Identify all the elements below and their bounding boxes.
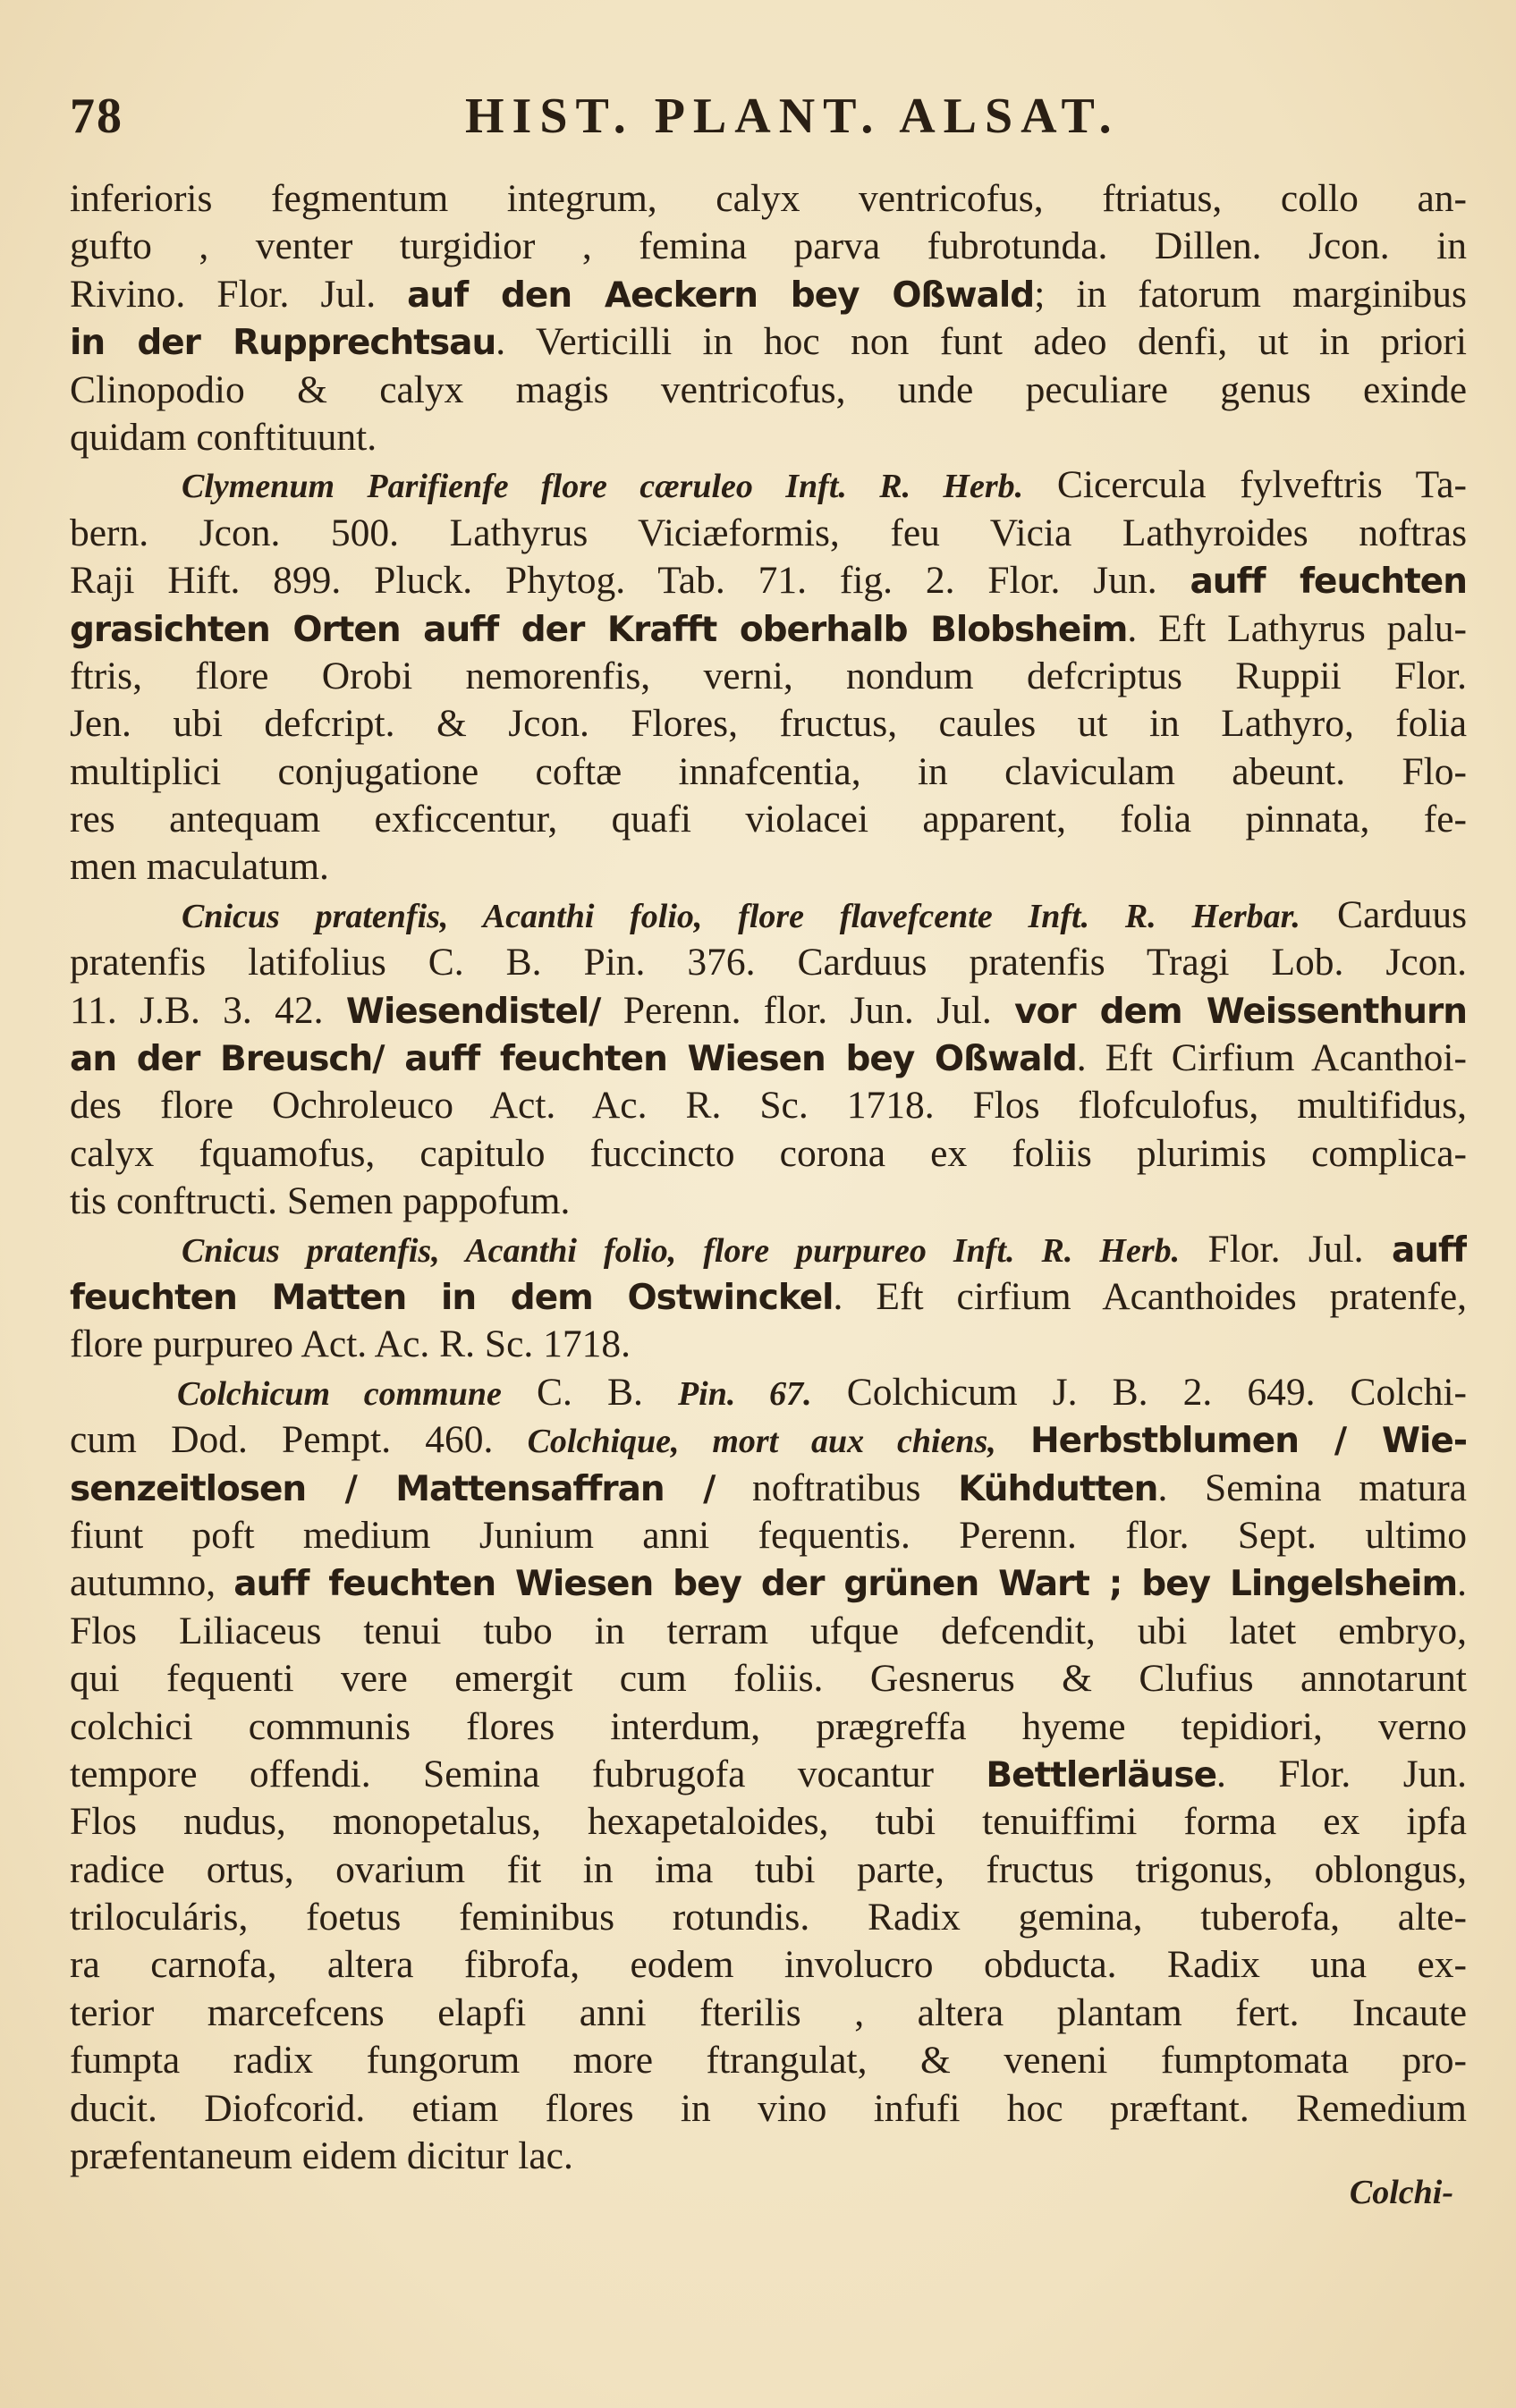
text-run: Clinopodio & calyx magis ventricofus, unde peculiare genus exinde	[70, 368, 1467, 411]
text-run: ducit. Diofcorid. etiam flores in vino infufi hoc præftant. Remedium	[70, 2086, 1467, 2130]
text-line	[70, 1703, 1467, 1751]
body-text	[70, 175, 1467, 2180]
text-run: pratenfis latifolius C. B. Pin. 376. Carduus pratenfis Tragi Lob. Jcon.	[70, 941, 1467, 984]
text-run: res antequam exficcentur, quafi violacei apparent, folia pinnata, fe-	[70, 798, 1467, 841]
text-line	[70, 605, 1467, 653]
text-run: bern. Jcon. 500. Lathyrus Viciæformis, feu Vicia Lathyroides noftras	[70, 511, 1467, 554]
text-run: des flore Ochroleuco Act. Ac. R. Sc. 1718. Flos flofculofus, multifidus,	[70, 1084, 1467, 1128]
text-line	[70, 1559, 1467, 1607]
text-run: . Eft Lathyrus palu-	[1127, 606, 1467, 650]
text-run: Flor. Jul.	[1180, 1227, 1392, 1271]
text-line	[70, 1512, 1467, 1559]
text-run: . Eft Cirfium Acanthoi-	[1076, 1036, 1467, 1080]
page-number: 78	[70, 89, 123, 144]
italic-plant-name: Colchicum commune	[177, 1374, 502, 1413]
text-run: fiunt poft medium Junium anni fequentis. Perenn. flor. Sept. ultimo	[70, 1513, 1467, 1557]
text-run: triloculáris, foetus feminibus rotundis. Radix gemina, tuberofa, alte-	[70, 1896, 1467, 1939]
text-run: Flos Liliaceus tenui tubo in terram ufque defcendit, ubi latet embryo,	[70, 1609, 1467, 1652]
text-line	[70, 843, 1467, 891]
text-line	[70, 1130, 1467, 1178]
text-line	[70, 1608, 1467, 1655]
german-blackletter-run: auff feuchten Wiesen bey der grünen Wart ; bey Lingelsheim	[233, 1564, 1458, 1605]
german-blackletter-run: Kühdutten	[958, 1468, 1158, 1509]
text-run: ra carnofa, altera fibrofa, eodem involucro obducta. Radix una ex-	[70, 1943, 1467, 1987]
text-line	[70, 1465, 1467, 1512]
german-blackletter-run: auf den Aeckern bey Oßwald	[407, 275, 1035, 316]
text-run: . Verticilli in hoc non funt adeo denfi, ut in priori	[495, 320, 1467, 364]
text-run: ftris, flore Orobi nemorenfis, verni, nondum defcriptus Ruppii Flor.	[70, 654, 1467, 697]
text-line	[70, 223, 1467, 270]
text-run: Raji Hift. 899. Pluck. Phytog. Tab. 71. fig. 2. Flor. Jun.	[70, 559, 1190, 603]
catchword: Colchi-	[1349, 2174, 1453, 2211]
text-run: Perenn. flor. Jun. Jul.	[600, 988, 1015, 1032]
italic-plant-name: Colchique, mort aux chiens,	[527, 1423, 996, 1461]
text-line	[70, 748, 1467, 796]
text-run: Carduus	[1300, 892, 1467, 936]
text-line	[70, 414, 1467, 461]
text-line	[70, 2037, 1467, 2084]
italic-plant-name: Cnicus pratenfis, Acanthi folio, flore purpureo Inft. R. Herb.	[182, 1231, 1181, 1270]
text-line	[70, 1369, 1467, 1416]
text-line	[70, 1273, 1467, 1321]
italic-plant-name: Clymenum Parifienfe flore cæruleo Inft. R. Herb.	[182, 468, 1024, 506]
text-line	[70, 1846, 1467, 1894]
text-line	[70, 891, 1467, 939]
text-run: . Semina matura	[1157, 1466, 1467, 1509]
text-line	[70, 1751, 1467, 1798]
text-line	[70, 939, 1467, 986]
italic-plant-name: Pin. 67.	[677, 1374, 812, 1413]
text-run: flore purpureo Act. Ac. R. Sc. 1718.	[70, 1322, 631, 1366]
text-line	[70, 2133, 1467, 2180]
text-run: .	[1457, 1561, 1467, 1605]
german-blackletter-run: senzeitlosen / Mattensaffran /	[70, 1468, 716, 1509]
text-run: fumpta radix fungorum more ftrangulat, & veneni fumptomata pro-	[70, 2039, 1467, 2083]
german-blackletter-run: feuchten Matten in dem Ostwinckel	[70, 1277, 834, 1318]
italic-plant-name: Cnicus pratenfis, Acanthi folio, flore flavefcente Inft. R. Herbar.	[182, 897, 1300, 935]
text-run: Jen. ubi defcript. & Jcon. Flores, fructus, caules ut in Lathyro, folia	[70, 702, 1467, 746]
text-run	[996, 1418, 1030, 1461]
text-run: autumno,	[70, 1561, 234, 1605]
text-line	[70, 653, 1467, 700]
text-line	[70, 1082, 1467, 1129]
text-run: Colchicum J. B. 2. 649. Colchi-	[811, 1370, 1467, 1414]
text-line	[70, 318, 1467, 366]
text-line	[70, 700, 1467, 748]
text-run: tis conftructi. Semen pappofum.	[70, 1179, 571, 1223]
text-run: . Flor. Jun.	[1216, 1752, 1467, 1795]
german-blackletter-run: in der Rupprechtsau	[70, 323, 496, 364]
text-run: noftratibus	[715, 1466, 959, 1509]
text-line	[70, 1226, 1467, 1273]
text-line	[70, 1321, 1467, 1368]
text-run: multiplici conjugatione coftæ innafcentia, in claviculam abeunt. Flo-	[70, 749, 1467, 793]
text-line	[70, 1178, 1467, 1225]
text-run: Cicercula fylveftris Ta-	[1023, 463, 1467, 507]
text-line	[70, 271, 1467, 318]
text-line	[70, 1941, 1467, 1989]
text-run: calyx fquamofus, capitulo fuccincto corona ex foliis plurimis complica-	[70, 1131, 1467, 1175]
text-run: men maculatum.	[70, 845, 329, 889]
text-line	[70, 461, 1467, 509]
text-run: 11. J.B. 3. 42.	[70, 988, 346, 1032]
text-line	[70, 1655, 1467, 1702]
text-line	[70, 510, 1467, 557]
german-blackletter-run: auff feuchten	[1190, 562, 1467, 603]
text-run: gufto , venter turgidior , femina parva fubrotunda. Dillen. Jcon. in	[70, 224, 1467, 268]
text-run: Rivino. Flor. Jul.	[70, 272, 408, 316]
text-run: tempore offendi. Semina fubrugofa vocantur	[70, 1752, 987, 1795]
text-line	[70, 796, 1467, 843]
text-run: terior marcefcens elapfi anni fterilis , altera plantam fert. Incaute	[70, 1990, 1467, 2034]
german-blackletter-run: an der Breusch/ auff feuchten Wiesen bey Oßwald	[70, 1039, 1077, 1080]
text-line	[70, 1798, 1467, 1846]
running-head: HIST. PLANT. ALSAT.	[465, 89, 1120, 144]
text-run: ; in fatorum marginibus	[1034, 272, 1467, 316]
text-line	[70, 367, 1467, 414]
german-blackletter-run: Herbstblumen / Wie-	[1030, 1421, 1467, 1462]
text-run: præfentaneum eidem dicitur lac.	[70, 2134, 573, 2178]
german-blackletter-run: auff	[1391, 1229, 1467, 1271]
text-line	[70, 1035, 1467, 1082]
text-run: radice ortus, ovarium fit in ima tubi parte, fructus trigonus, oblongus,	[70, 1847, 1467, 1891]
text-line	[70, 1990, 1467, 2037]
text-run: Flos nudus, monopetalus, hexapetaloides, tubi tenuiffimi forma ex ipfa	[70, 1800, 1467, 1844]
text-run: C. B.	[501, 1370, 678, 1414]
page-header	[70, 88, 1465, 150]
text-run: cum Dod. Pempt. 460.	[70, 1418, 528, 1462]
text-line	[70, 1894, 1467, 1941]
text-run: quidam conftituunt.	[70, 415, 377, 459]
text-line	[70, 987, 1467, 1035]
text-run: inferioris fegmentum integrum, calyx ventricofus, ftriatus, collo an-	[70, 177, 1467, 220]
text-run: qui fequenti vere emergit cum foliis. Gesnerus & Clufius annotarunt	[70, 1657, 1467, 1701]
german-blackletter-run: grasichten Orten auff der Krafft oberhalb Blobsheim	[70, 609, 1128, 650]
german-blackletter-run: vor dem Weissenthurn	[1014, 991, 1467, 1032]
text-run: colchici communis flores interdum, prægreffa hyeme tepidiori, verno	[70, 1704, 1467, 1748]
text-run: . Eft cirfium Acanthoides pratenfe,	[833, 1274, 1467, 1318]
text-line	[70, 175, 1467, 223]
text-line	[70, 1416, 1467, 1464]
german-blackletter-run: Bettlerläuse	[986, 1754, 1217, 1795]
german-blackletter-run: Wiesendistel/	[345, 991, 601, 1032]
text-line	[70, 557, 1467, 604]
text-line	[70, 2085, 1467, 2133]
